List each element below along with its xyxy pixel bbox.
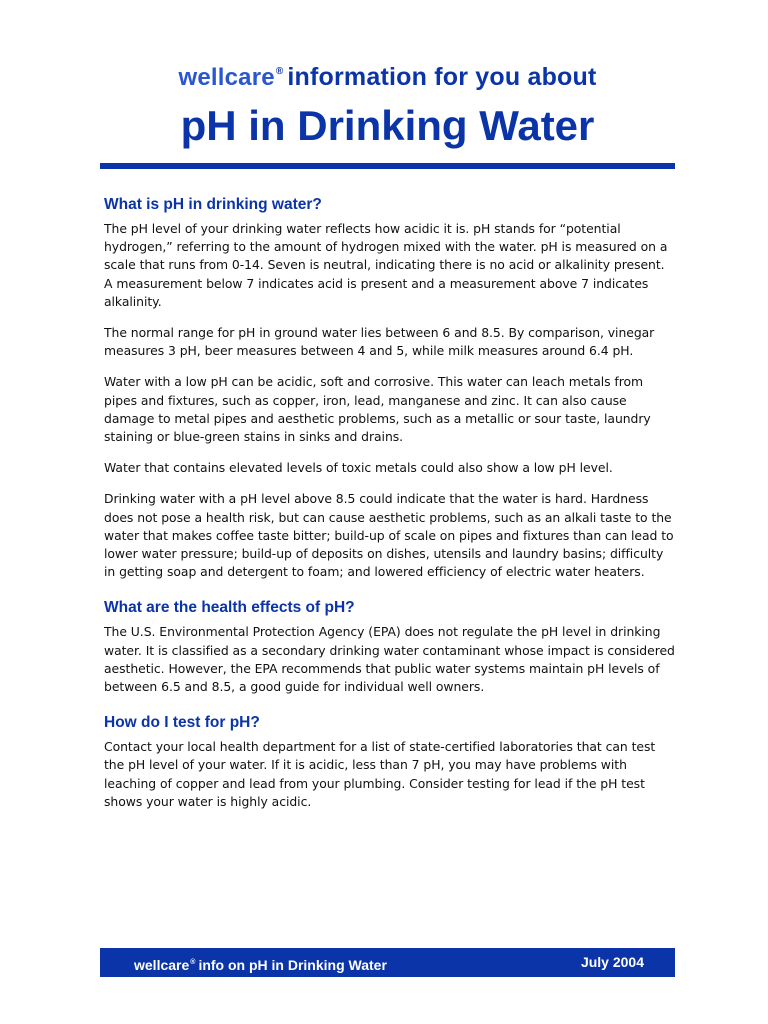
section-health-effects xyxy=(104,598,676,696)
section-heading: What is pH in drinking water? xyxy=(104,196,322,213)
paragraph: Contact your local health department for a list of state-certified laboratories that can test the pH level of your water. If it is acidic, less than 7 pH, you may have problems with leaching of copper and lead from your plumbing. Consider testing for lead if the pH test shows your water is highly acidic. xyxy=(104,739,656,809)
document-title: pH in Drinking Water xyxy=(180,102,595,149)
footer-title xyxy=(134,948,387,980)
section-heading: How do I test for pH? xyxy=(104,714,260,732)
paragraph: The U.S. Environmental Protection Agency (EPA) does not regulate the pH level in drinking water. It is classified as a secondary drinking water contaminant whose impact is considered aesthetic. However, the EPA recommends that public water systems maintain pH levels of between 6.5 and 8.5, a good guide for individual well owners. xyxy=(104,624,675,695)
header-divider xyxy=(100,163,675,169)
section-what-is-ph xyxy=(104,195,676,581)
footer-date: July 2004 xyxy=(580,954,644,970)
brand-name: wellcare xyxy=(178,64,275,91)
paragraph: The pH level of your drinking water reflects how acidic it is. pH stands for “potential hydrogen,” referring to the amount of hydrogen mixed with the water. pH is measured on a scale that runs from 0-14. Seven is neutral, indicating there is no acid or alkalinity present. A measurement below 7 indicates acid is present and a measurement above 7 indicates alkalinity. xyxy=(104,221,668,309)
document-body xyxy=(104,195,676,824)
footer-brand: wellcare xyxy=(134,957,190,973)
footer-registered-mark: ® xyxy=(190,959,196,966)
document-header xyxy=(100,52,675,152)
paragraph: Drinking water with a pH level above 8.5 could indicate that the water is hard. Hardness does not pose a health risk, but can cause aesthetic problems, such as an alkali taste to the water that makes coffee taste bitter; build-up of scale on pipes and fixtures than can lead to lower water pressure; build-up of deposits on dishes, utensils and laundry basins; difficulty in getting soap and detergent to foam; and lowered efficiency of electric water heaters. xyxy=(104,491,674,580)
registered-mark: ® xyxy=(275,66,284,77)
section-how-to-test xyxy=(104,713,676,811)
section-heading: What are the health effects of pH? xyxy=(104,599,355,617)
paragraph: Water with a low pH can be acidic, soft and corrosive. This water can leach metals from pipes and fixtures, such as copper, iron, lead, manganese and zinc. It can also cause damage to metal pipes and aesthetic problems, such as a metallic or sour taste, laundry staining or blue-green stains in sinks and drains. xyxy=(104,374,651,445)
footer-text: info on pH in Drinking Water xyxy=(198,957,387,973)
paragraph: Water that contains elevated levels of toxic metals could also show a low pH level. xyxy=(104,460,613,476)
paragraph: The normal range for pH in ground water lies between 6 and 8.5. By comparison, vinegar measures 3 pH, beer measures between 4 and 5, while milk measures around 6.4 pH. xyxy=(104,325,655,359)
header-tagline: information for you about xyxy=(287,63,597,91)
document-footer xyxy=(100,948,675,977)
header-tagline-line xyxy=(100,52,675,98)
